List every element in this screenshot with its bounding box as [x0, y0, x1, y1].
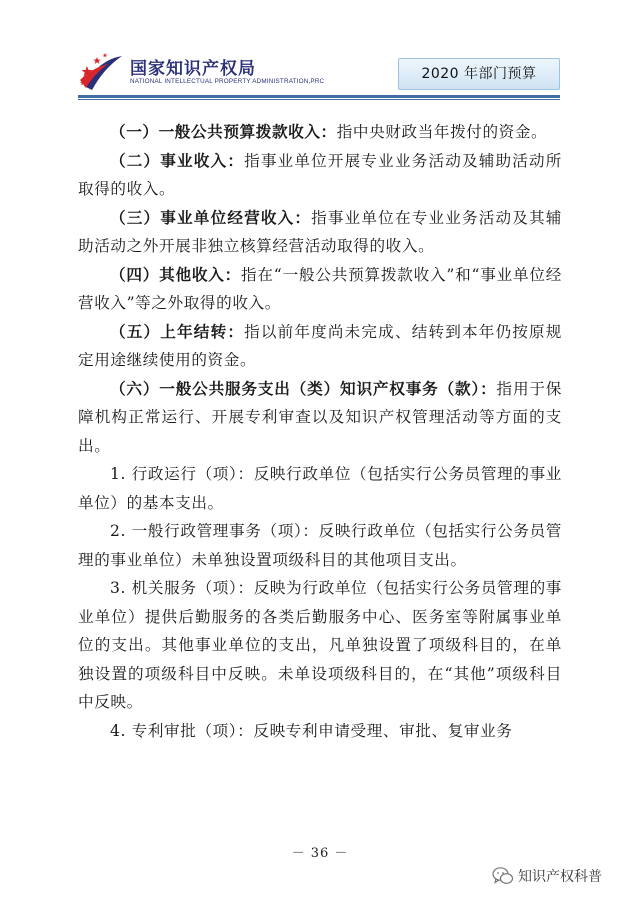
- definition-text: 指事业单位在专业业务活动及其辅助活动之外开展非独立核算经营活动取得的收入。: [78, 208, 562, 255]
- org-name-en: NATIONAL INTELLECTUAL PROPERTY ADMINISTRATION,PRC: [130, 78, 325, 85]
- paragraph: [78, 261, 562, 318]
- cnipa-logo-icon: [78, 50, 124, 94]
- term-heading: （二）事业收入：: [110, 151, 245, 170]
- list-item: [78, 517, 562, 574]
- definition-text: 指用于保障机构正常运行、开展专利审查以及知识产权管理活动等方面的支出。: [78, 379, 562, 455]
- wechat-icon: [492, 866, 514, 886]
- definition-text: 指事业单位开展专业业务活动及辅助活动所取得的收入。: [78, 151, 562, 198]
- term-heading: （一）一般公共预算拨款收入：: [110, 123, 337, 141]
- term-heading: （三）事业单位经营收入：: [110, 208, 312, 227]
- document-body: [78, 118, 562, 745]
- paragraph: [78, 118, 562, 147]
- term-heading: （六）一般公共服务支出（类）知识产权事务（款）：: [110, 379, 497, 398]
- paragraph: [78, 147, 562, 204]
- org-name-cn: 国家知识产权局: [130, 59, 256, 79]
- term-heading: （四）其他收入：: [110, 265, 242, 284]
- definition-text: 指在“一般公共预算拨款收入”和“事业单位经营收入”等之外取得的收入。: [78, 265, 562, 312]
- list-item-text: 3. 机关服务（项）：反映为行政单位（包括实行公务员管理的事业单位）提供后勤服务的各类后勤服务中心、医务室等附属事业单位的支出。其他事业单位的支出，凡单独设置了项级科目的，在单独设置的项级科目中反映。未单设项级科目的，在“其他”项级科目中反映。: [78, 579, 562, 711]
- budget-year-badge: 2020 年部门预算: [398, 58, 560, 90]
- watermark-text: 知识产权科普: [518, 869, 602, 885]
- org-logo: [78, 50, 325, 94]
- list-item-text: 1. 行政运行（项）：反映行政单位（包括实行公务员管理的事业单位）的基本支出。: [78, 465, 562, 512]
- list-item: [78, 574, 562, 717]
- term-heading: （五）上年结转：: [110, 322, 245, 341]
- paragraph: [78, 375, 562, 461]
- list-item-text: 2. 一般行政管理事务（项）：反映行政单位（包括实行公务员管理的事业单位）未单独设置项级科目的其他项目支出。: [78, 522, 562, 569]
- list-item: [78, 460, 562, 517]
- list-item: [78, 717, 562, 746]
- definition-text: 指中央财政当年拨付的资金。: [336, 123, 548, 141]
- header-divider-thin: [78, 99, 560, 100]
- page-number: － 36 －: [291, 846, 349, 861]
- definition-text: 指以前年度尚未完成、结转到本年仍按原规定用途继续使用的资金。: [78, 322, 562, 369]
- header-divider: [78, 95, 560, 98]
- page-header: [0, 0, 640, 100]
- paragraph: [78, 204, 562, 261]
- list-item-text: 4. 专利审批（项）：反映专利申请受理、审批、复审业务: [110, 721, 513, 740]
- paragraph: [78, 318, 562, 375]
